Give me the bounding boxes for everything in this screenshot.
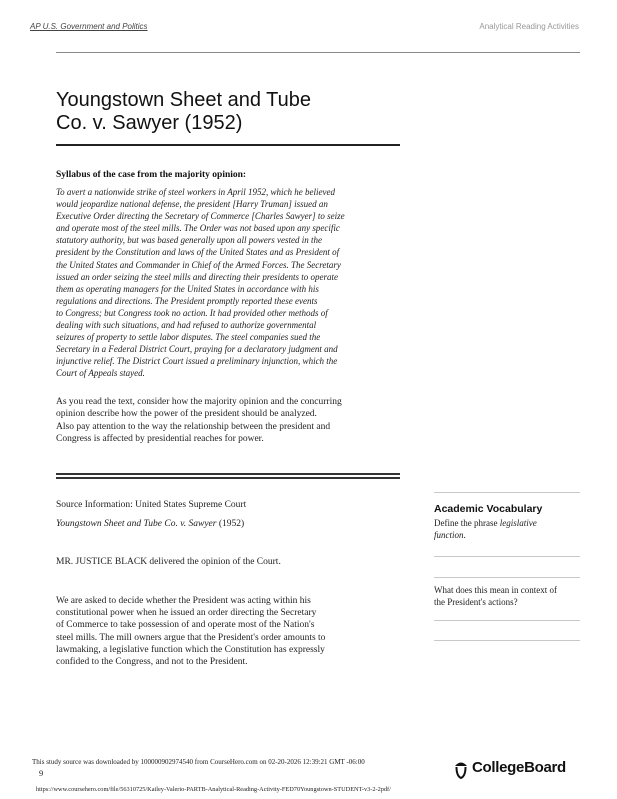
- opinion-line: confided to the Congress, and not to the President.: [56, 657, 248, 668]
- opinion-text: [56, 595, 400, 668]
- syllabus-heading: Syllabus of the case from the majority opinion:: [56, 170, 247, 180]
- opinion-line: of Commerce to take possession of and operate most of the Nation's: [56, 620, 315, 631]
- syllabus-line: dealing with such situations, and had refused to authorize governmental: [56, 320, 317, 331]
- instruction-line: As you read the text, consider how the majority opinion and the concurring: [56, 397, 342, 407]
- answer-line: [434, 640, 580, 641]
- vocab-instruction-prefix: Define the phrase: [434, 518, 500, 528]
- page-title-line-1: Youngstown Sheet and Tube: [56, 89, 312, 111]
- page-number: 9: [39, 768, 44, 778]
- download-note: This study source was downloaded by 100000902974540 from CourseHero.com on 02-20-2026 12:39:21 GMT -06:00: [32, 758, 365, 766]
- case-name: Youngstown Sheet and Tube Co. v. Sawyer: [56, 519, 217, 529]
- running-header-section: Analytical Reading Activities: [479, 22, 579, 31]
- case-year: (1952): [216, 519, 245, 529]
- header-divider: [56, 52, 580, 53]
- running-header-course: AP U.S. Government and Politics: [30, 22, 148, 31]
- reading-instructions: [56, 396, 400, 445]
- vocab-instruction-suffix: .: [463, 529, 466, 540]
- syllabus-line: seizures of property to settle labor disputes. The steel companies sued the: [56, 332, 321, 343]
- syllabus-line: regulations and directions. The President promptly reported these events: [56, 295, 318, 306]
- syllabus-line: issued an order seizing the steel mills and directing their presidents to operate: [56, 271, 338, 282]
- syllabus-line: and operate most of the steel mills. The Order was not based upon any specific: [56, 223, 340, 234]
- source-information: Source Information: United States Supreme Court: [56, 500, 247, 510]
- opinion-line: lawmaking, a legislative function which the Constitution has expressly: [56, 644, 325, 655]
- vocab-top-rule: [434, 492, 580, 493]
- vocab-instruction-line-2: [434, 530, 580, 542]
- section-rule-top: [56, 473, 400, 475]
- syllabus-line: Executive Order directing the Secretary of Commerce [Charles Sawyer] to seize: [56, 211, 345, 222]
- answer-line: [434, 620, 580, 621]
- instruction-line: Congress is affected by presidential reaches for power.: [56, 433, 264, 444]
- opinion-line: constitutional power when he issued an order directing the Secretary: [56, 608, 317, 619]
- vocab-instruction-line-1: [434, 518, 580, 530]
- collegeboard-wordmark: CollegeBoard: [472, 759, 566, 776]
- opinion-line: We are asked to decide whether the President was acting within his: [56, 596, 311, 606]
- collegeboard-logo: [452, 758, 582, 780]
- syllabus-line: them as operating managers for the United States in accordance with his: [56, 283, 319, 294]
- syllabus-line: Court of Appeals stayed.: [56, 368, 145, 379]
- answer-line: [434, 577, 580, 578]
- case-citation: [56, 519, 244, 529]
- vocab-question-line-2: the President's actions?: [434, 596, 518, 607]
- vocab-instruction: [434, 518, 580, 541]
- syllabus-line: the United States and Commander in Chief of the Armed Forces. The Secretary: [56, 259, 341, 270]
- source-url[interactable]: https://www.coursehero.com/file/56310725/Kailey-Valerio-PARTB-Analytical-Reading-Activity-FED70Youngstown-STUDENT-v3-2-2pdf/: [36, 786, 391, 793]
- syllabus-line: To avert a nationwide strike of steel workers in April 1952, which he believed: [56, 187, 335, 197]
- instruction-line: opinion describe how the power of the president should be analyzed.: [56, 409, 317, 420]
- syllabus-line: president by the Constitution and laws of the United States and as President of: [56, 247, 340, 258]
- vocab-term-part-2: function: [434, 529, 464, 540]
- delivered-by: MR. JUSTICE BLACK delivered the opinion of the Court.: [56, 557, 281, 567]
- vocab-question-line-1: What does this mean in context of: [434, 585, 557, 595]
- syllabus-line: injunctive relief. The District Court issued a preliminary injunction, which the: [56, 356, 338, 367]
- page-title-line-2: Co. v. Sawyer (1952): [56, 112, 243, 134]
- vocab-term-part-1: legislative: [499, 518, 537, 528]
- syllabus-line: Secretary in a Federal District Court, praying for a declaratory judgment and: [56, 344, 338, 355]
- syllabus-line: would jeopardize national defense, the president [Harry Truman] issued an: [56, 199, 328, 210]
- syllabus-text: [56, 186, 400, 380]
- collegeboard-acorn-icon: [452, 758, 470, 780]
- title-rule: [56, 144, 400, 146]
- page-title: [56, 89, 416, 135]
- instruction-line: Also pay attention to the way the relationship between the president and: [56, 421, 331, 432]
- section-rule-bottom: [56, 477, 400, 479]
- opinion-line: steel mills. The mill owners argue that the President's order amounts to: [56, 632, 326, 643]
- answer-line: [434, 556, 580, 557]
- vocab-title: Academic Vocabulary: [434, 503, 543, 515]
- vocab-question: [434, 585, 580, 608]
- syllabus-line: statutory authority, but was based generally upon all powers vested in the: [56, 235, 322, 246]
- syllabus-line: to Congress; but Congress took no action. It had provided other methods of: [56, 307, 328, 318]
